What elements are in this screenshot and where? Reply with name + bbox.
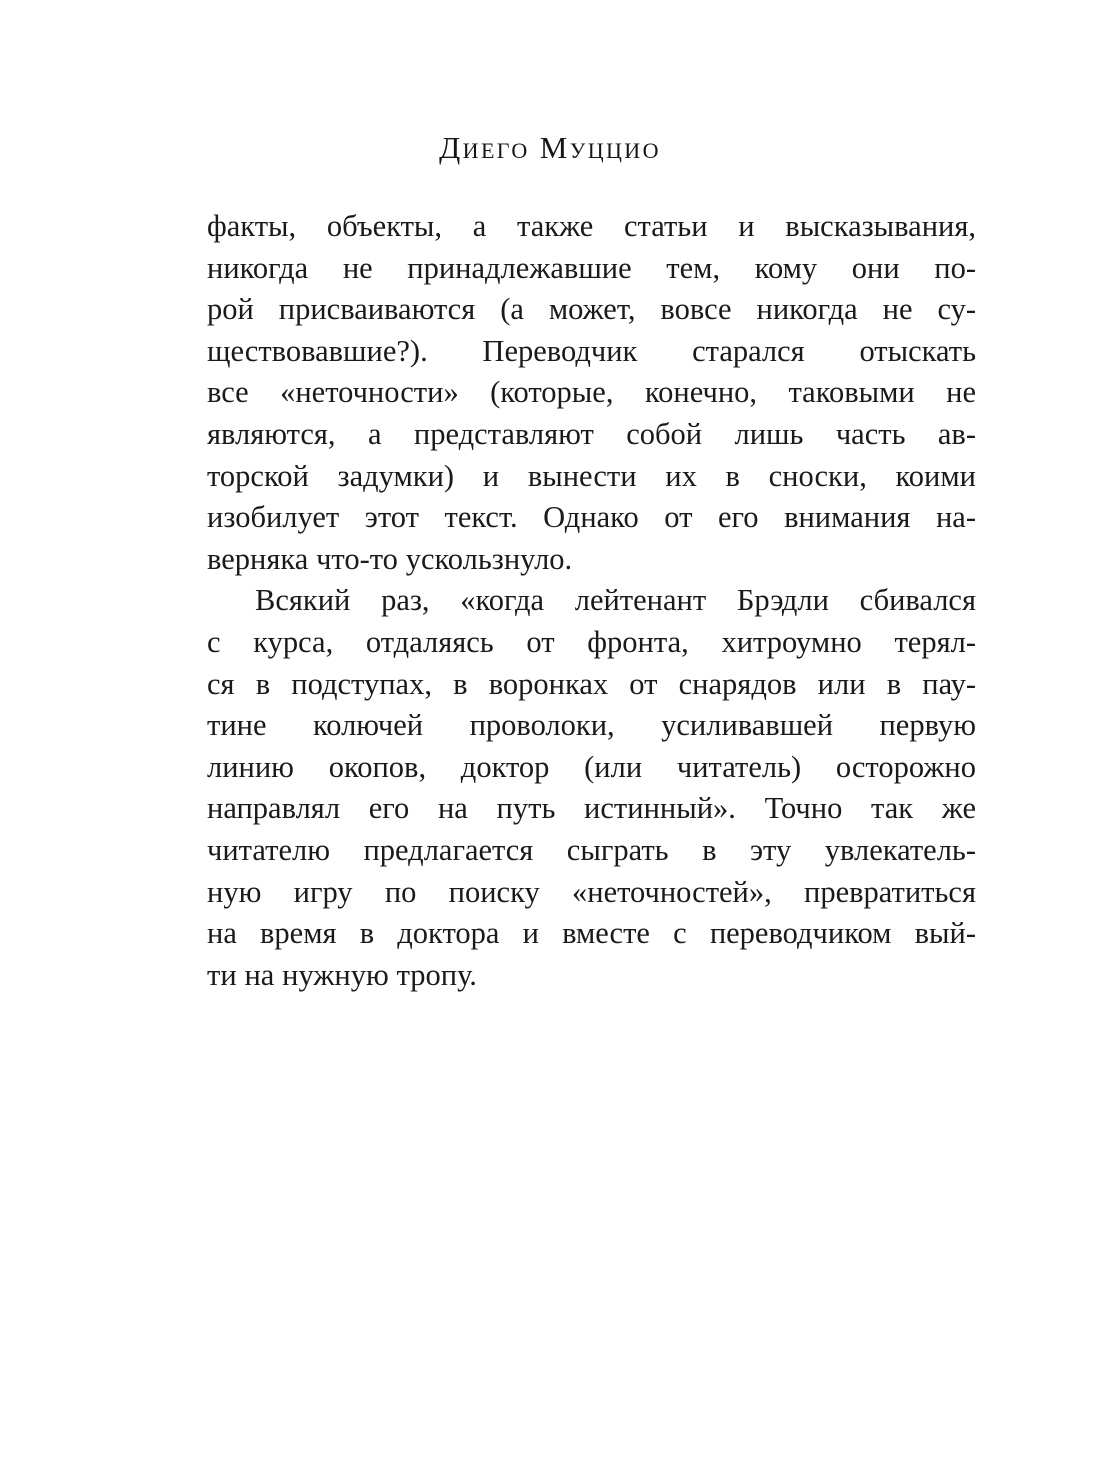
text-line: на время в доктора и вместе с переводчиком вый- <box>207 916 976 951</box>
text-line: рой присваиваются (а может, вовсе никогда не су- <box>207 292 976 327</box>
text-line: линию окопов, доктор (или читатель) осторожно <box>207 749 976 784</box>
paragraph-2 <box>207 580 976 996</box>
paragraph-1 <box>207 206 976 580</box>
text-line: никогда не принадлежавшие тем, кому они по- <box>207 250 976 285</box>
text-line: направлял его на путь истинный». Точно так же <box>207 791 976 826</box>
text-line: факты, объекты, а также статьи и высказывания, <box>207 209 976 243</box>
text-line: изобилует этот текст. Однако от его внимания на- <box>207 500 976 535</box>
text-line: все «неточности» (которые, конечно, таковыми не <box>207 375 976 410</box>
text-line: верняка что-то ускользнуло. <box>207 541 573 576</box>
running-head-author: Диего Муццио <box>439 130 661 165</box>
text-line: тине колючей проволоки, усиливавшей первую <box>207 708 976 743</box>
body-text-block <box>207 206 976 996</box>
text-line: читателю предлагается сыграть в эту увлекатель- <box>207 832 976 867</box>
text-line: являются, а представляют собой лишь часть ав- <box>207 416 976 451</box>
text-line: торской задумки) и вынести их в сноски, коими <box>207 458 976 493</box>
text-line: ществовавшие?). Переводчик старался отыскать <box>207 333 976 368</box>
text-line: ную игру по поиску «неточностей», превратиться <box>207 874 976 909</box>
text-line: ти на нужную тропу. <box>207 957 477 992</box>
text-line: Всякий раз, «когда лейтенант Брэдли сбивался <box>255 583 976 618</box>
text-line: ся в подступах, в воронках от снарядов или в пау- <box>207 666 976 701</box>
text-line: с курса, отдаляясь от фронта, хитроумно терял- <box>207 624 976 659</box>
